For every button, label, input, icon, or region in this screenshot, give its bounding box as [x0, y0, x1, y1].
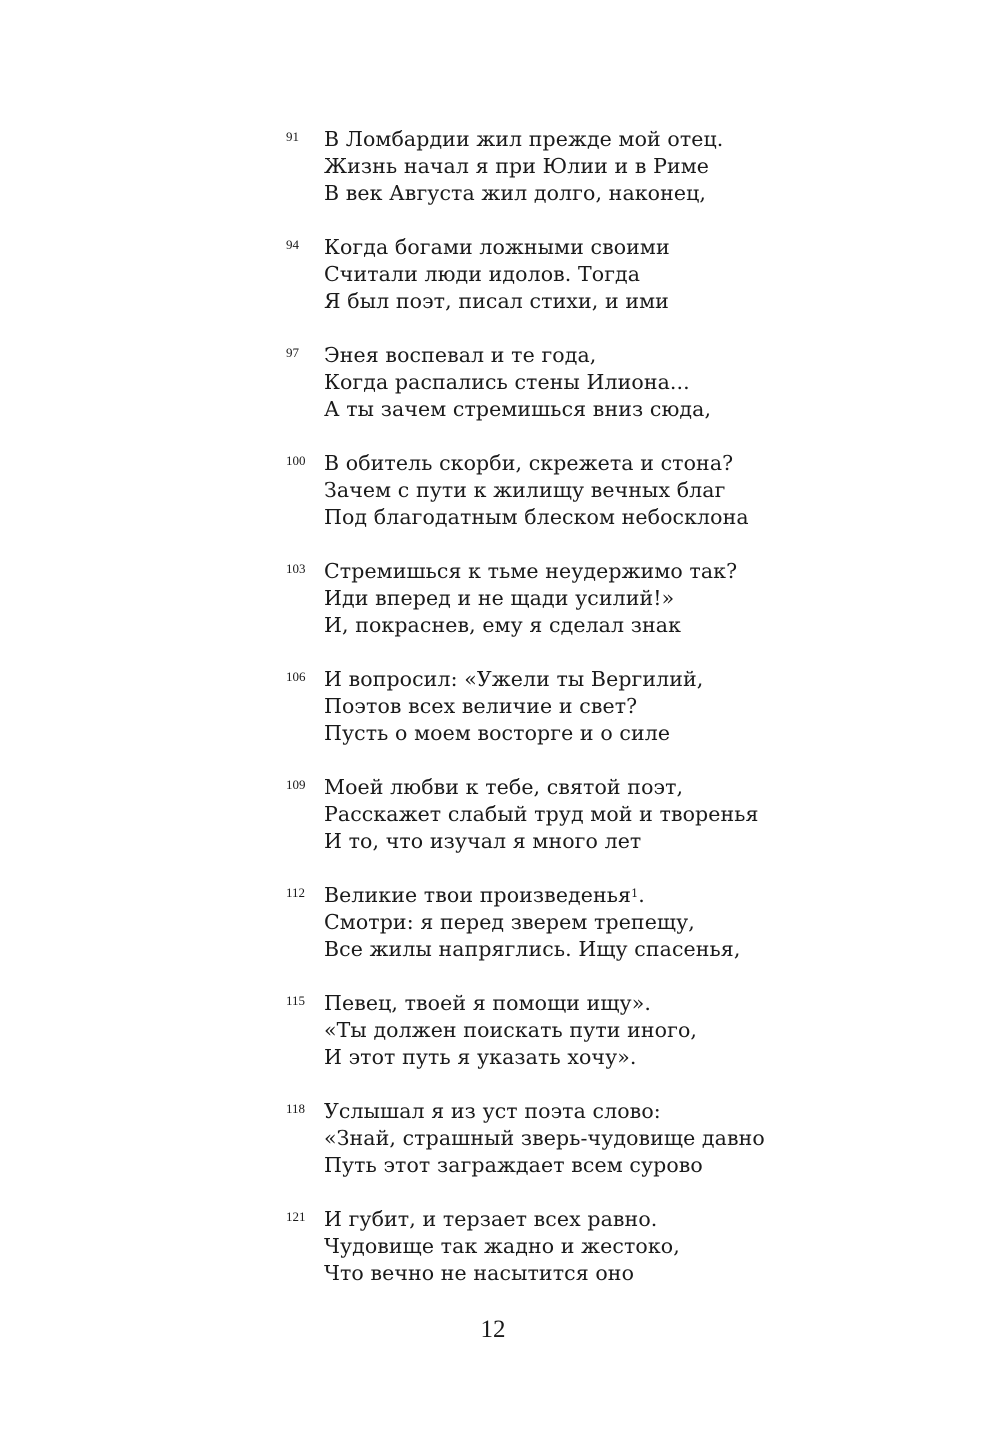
verse-line: «Знай, страшный зверь-чудовище давно: [324, 1126, 765, 1150]
line-number: 106: [286, 669, 306, 684]
stanza-lines: [324, 450, 749, 531]
verse-line: Я был поэт, писал стихи, и ими: [324, 289, 669, 313]
verse-line: Жизнь начал я при Юлии и в Риме: [324, 154, 710, 178]
stanza-lines: [324, 1098, 765, 1179]
line-number: 121: [286, 1209, 306, 1224]
verse-line: И, покраснев, ему я сделал знак: [324, 613, 682, 637]
verse-line: В Ломбардии жил прежде мой отец.: [324, 127, 724, 151]
line-number: 109: [286, 777, 306, 792]
stanza-lines: [324, 882, 740, 963]
line-number: 103: [286, 561, 306, 576]
verse-line: Считали люди идолов. Тогда: [324, 262, 641, 286]
line-number: 94: [286, 237, 299, 252]
stanza-lines: [324, 558, 737, 639]
line-number: 97: [286, 345, 299, 360]
line-number: 115: [286, 993, 306, 1008]
verse-text: Великие твои произведенья: [324, 883, 632, 907]
verse-line: Услышал я из уст поэта слово:: [324, 1099, 661, 1123]
verse-line: Когда богами ложными своими: [324, 235, 670, 259]
verse-line: Когда распались стены Илиона...: [324, 370, 690, 394]
verse-line: Путь этот заграждает всем сурово: [324, 1153, 703, 1177]
verse-line: Моей любви к тебе, святой поэт,: [324, 775, 684, 799]
verse-line: Все жилы напряглись. Ищу спасенья,: [324, 937, 741, 961]
verse-line: Пусть о моем восторге и о силе: [324, 721, 671, 745]
line-number: 118: [286, 1101, 306, 1116]
verse-line: Певец, твоей я помощи ищу».: [324, 991, 651, 1015]
verse-line: В век Августа жил долго, наконец,: [324, 181, 707, 205]
verse-line: И вопросил: «Ужели ты Вергилий,: [324, 667, 704, 691]
stanza-lines: [324, 342, 711, 423]
stanza-lines: [324, 774, 759, 855]
verse-line: И то, что изучал я много лет: [324, 829, 642, 853]
stanza-lines: [324, 666, 703, 747]
verse-line: Смотри: я перед зверем трепещу,: [324, 910, 695, 934]
verse-line: Поэтов всех величие и свет?: [324, 694, 638, 718]
line-number: 112: [286, 885, 306, 900]
stanza-lines: [324, 126, 723, 207]
verse-line: Что вечно не насытится оно: [324, 1261, 635, 1285]
verse-line: В обитель скорби, скрежета и стона?: [324, 451, 734, 475]
verse-line: [324, 882, 740, 909]
verse-line: Энея воспевал и те года,: [324, 343, 597, 367]
line-number: 91: [286, 129, 299, 144]
verse-line: Стремишься к тьме неудержимо так?: [324, 559, 738, 583]
verse-line: Расскажет слабый труд мой и творенья: [324, 802, 759, 826]
stanza-lines: [324, 234, 670, 315]
footnote-marker[interactable]: 1: [631, 887, 639, 900]
verse-line: Под благодатным блеском небосклона: [324, 505, 749, 529]
verse-line: А ты зачем стремишься вниз сюда,: [324, 397, 712, 421]
verse-line: Иди вперед и не щади усилий!»: [324, 586, 675, 610]
verse-punctuation: .: [638, 883, 645, 907]
verse-line: Зачем с пути к жилищу вечных благ: [324, 478, 726, 502]
verse-line: И губит, и терзает всех равно.: [324, 1207, 658, 1231]
stanza-lines: [324, 990, 697, 1071]
verse-line: Чудовище так жадно и жестоко,: [324, 1234, 680, 1258]
page-number: 12: [480, 1316, 506, 1343]
verse-line: «Ты должен поискать пути иного,: [324, 1018, 698, 1042]
stanza-lines: [324, 1206, 680, 1287]
verse-line: И этот путь я указать хочу».: [324, 1045, 637, 1069]
line-number: 100: [286, 453, 306, 468]
